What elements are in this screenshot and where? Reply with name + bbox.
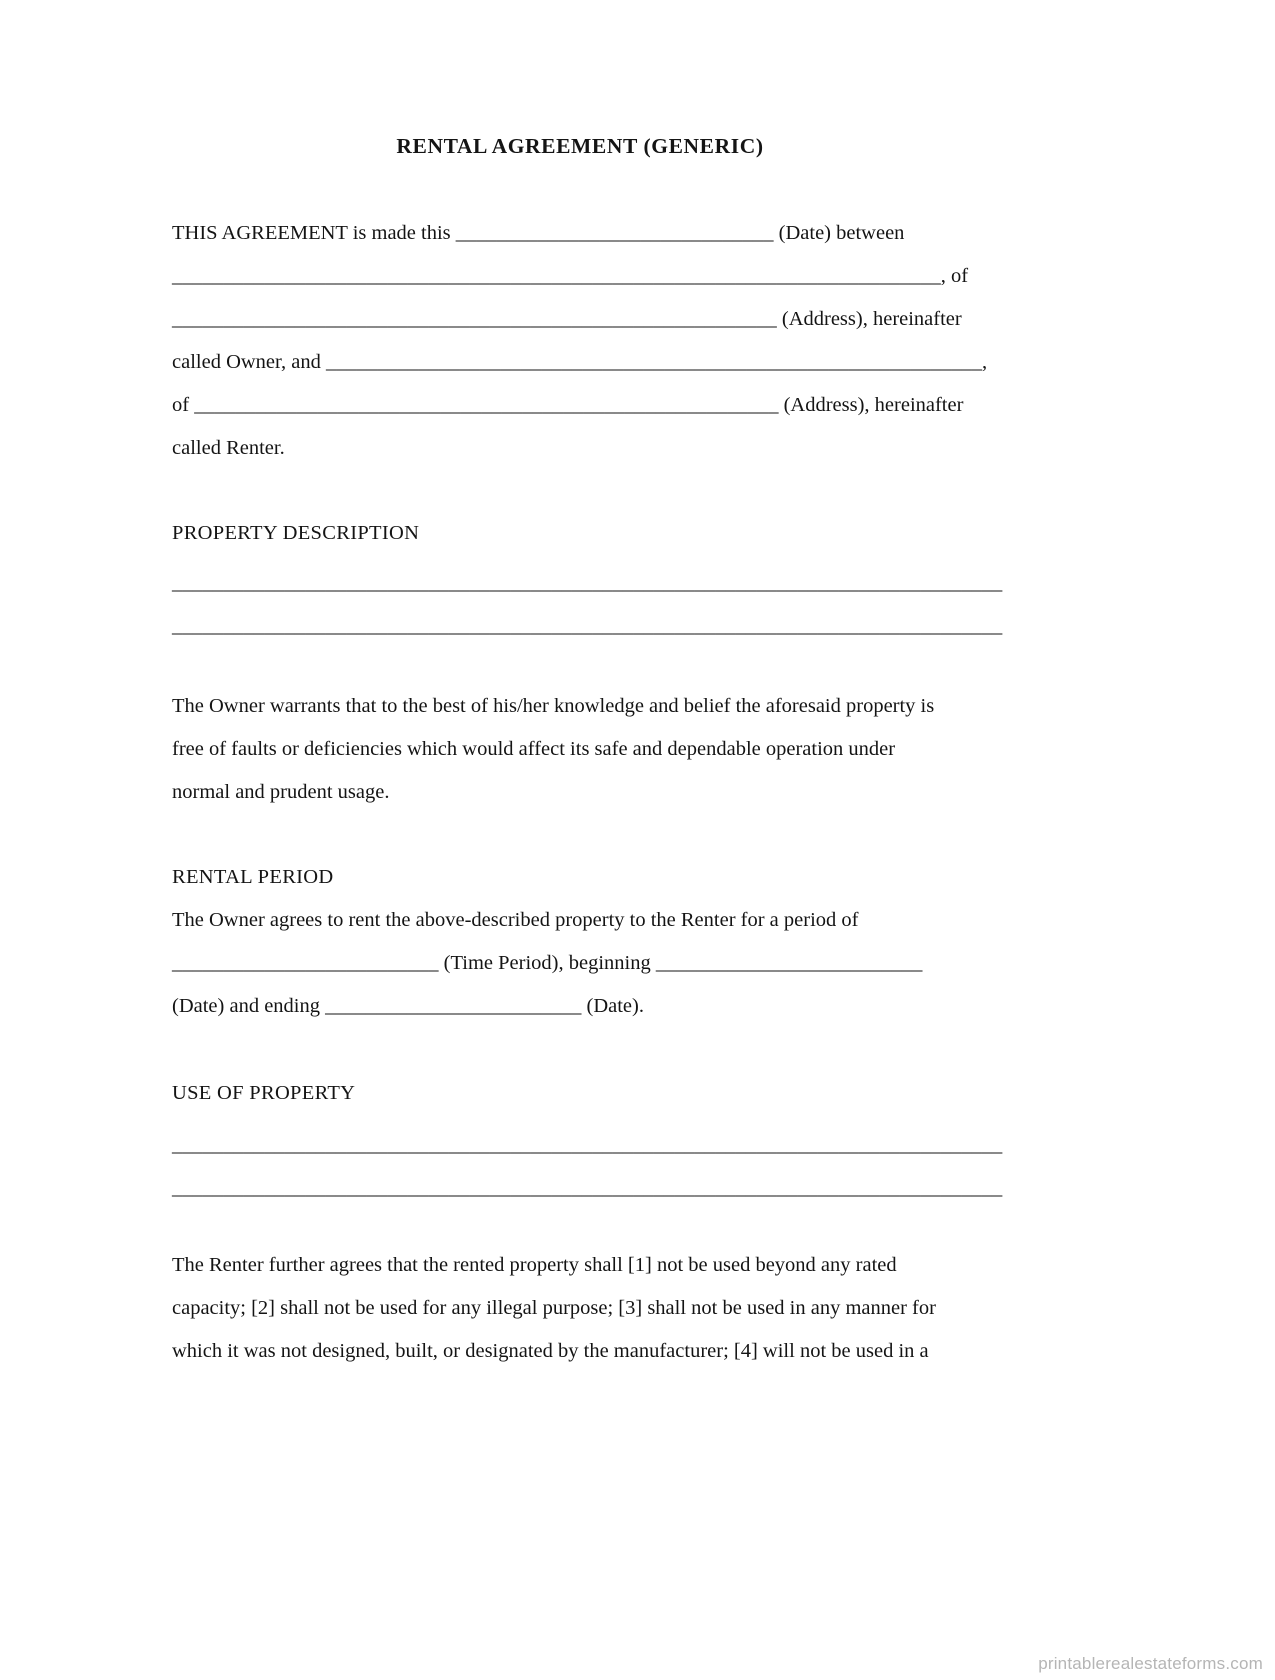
blank-fill-line: _________________________________________________________________________________ (172, 572, 1003, 594)
paragraph-line: free of faults or deficiencies which would affect its safe and dependable operation under (172, 738, 896, 760)
intro-line: ___________________________________________________________ (Address), hereinafter (172, 308, 962, 330)
blank-fill-line: _________________________________________________________________________________ (172, 615, 1003, 637)
paragraph-line: (Date) and ending _________________________ (Date). (172, 995, 644, 1017)
section-heading-use-of-property: USE OF PROPERTY (172, 1082, 356, 1104)
section-rental-period (172, 856, 988, 1028)
section-property-description (172, 512, 1003, 814)
intro-line: ___________________________________________________________________________, of (172, 265, 969, 287)
use-of-property-blanks (172, 1124, 1003, 1210)
intro-line: THIS AGREEMENT is made this _______________________________ (Date) between (172, 222, 905, 244)
intro-line: called Renter. (172, 437, 285, 459)
paragraph-line: normal and prudent usage. (172, 781, 390, 803)
section-heading-property-description: PROPERTY DESCRIPTION (172, 522, 420, 544)
paragraph-line: __________________________ (Time Period), beginning __________________________ (172, 952, 923, 974)
document-title: RENTAL AGREEMENT (GENERIC) (396, 134, 764, 158)
paragraph-line: capacity; [2] shall not be used for any illegal purpose; [3] shall not be used in any manner for (172, 1297, 936, 1319)
intro-paragraph (172, 212, 988, 470)
paragraph-line: The Renter further agrees that the rented property shall [1] not be used beyond any rated (172, 1254, 897, 1276)
watermark-text: printablerealestateforms.com (1038, 1654, 1263, 1673)
section-use-of-property (172, 1072, 1003, 1373)
intro-line: of _________________________________________________________ (Address), hereinafter (172, 394, 964, 416)
intro-line: called Owner, and ________________________________________________________________, (172, 351, 988, 373)
renter-agreement-paragraph (172, 1244, 988, 1373)
paragraph-line: The Owner warrants that to the best of his/her knowledge and belief the aforesaid property is (172, 695, 935, 717)
property-description-blanks (172, 562, 1003, 648)
owner-warranty-paragraph (172, 685, 988, 814)
rental-period-paragraph (172, 899, 988, 1028)
paragraph-line: which it was not designed, built, or designated by the manufacturer; [4] will not be used in a (172, 1340, 929, 1362)
blank-fill-line: _________________________________________________________________________________ (172, 1177, 1003, 1199)
section-heading-rental-period: RENTAL PERIOD (172, 866, 334, 888)
paragraph-line: The Owner agrees to rent the above-described property to the Renter for a period of (172, 909, 859, 931)
blank-fill-line: _________________________________________________________________________________ (172, 1134, 1003, 1156)
